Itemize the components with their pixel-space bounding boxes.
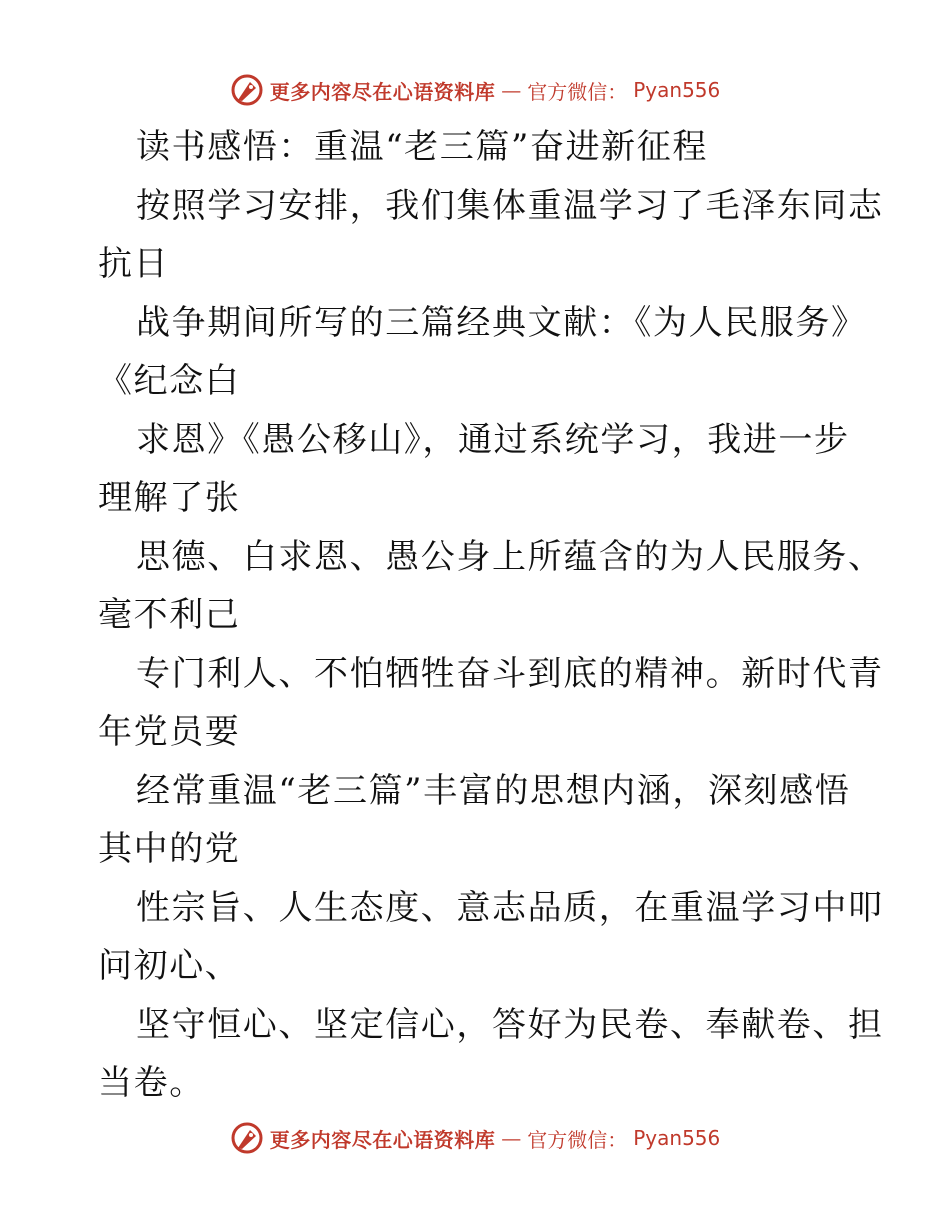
document-line: 《纪念白 bbox=[98, 361, 241, 401]
document-body bbox=[98, 118, 884, 1113]
document-line: 经常重温“老三篇”丰富的思想内涵，深刻感悟 bbox=[136, 770, 851, 811]
document-line: 按照学习安排，我们集体重温学习了毛泽东同志 bbox=[136, 185, 884, 226]
header-watermark bbox=[0, 70, 950, 110]
footer-watermark bbox=[0, 1118, 950, 1158]
watermark-wechat-id: Pyan556 bbox=[633, 78, 721, 102]
document-line: 年党员要 bbox=[98, 712, 241, 752]
pen-nib-logo-icon bbox=[230, 1121, 264, 1155]
watermark-dash: — bbox=[501, 1126, 522, 1150]
watermark-wechat-id: Pyan556 bbox=[633, 1126, 721, 1150]
document-line: 战争期间所写的三篇经典文献：《为人民服务》 bbox=[136, 302, 867, 343]
document-line: 其中的党 bbox=[98, 829, 241, 869]
document-line: 专门利人、不怕牺牲奋斗到底的精神。新时代青 bbox=[136, 653, 884, 694]
watermark-wechat-label: 官方微信： bbox=[527, 79, 628, 104]
document-line: 读书感悟：重温“老三篇”奋进新征程 bbox=[136, 127, 708, 167]
document-line: 问初心、 bbox=[98, 946, 241, 986]
watermark-wechat-label: 官方微信： bbox=[527, 1127, 628, 1152]
watermark-brand: 更多内容尽在心语资料库 bbox=[269, 79, 496, 104]
watermark-brand: 更多内容尽在心语资料库 bbox=[269, 1127, 496, 1152]
watermark-dash: — bbox=[501, 78, 522, 102]
document-line: 抗日 bbox=[98, 244, 170, 284]
document-line: 理解了张 bbox=[98, 478, 241, 518]
document-line: 思德、白求恩、愚公身上所蕴含的为人民服务、 bbox=[136, 536, 884, 577]
document-line: 性宗旨、人生态度、意志品质，在重温学习中叩 bbox=[136, 887, 884, 928]
document-line: 当卷。 bbox=[98, 1063, 205, 1103]
document-line: 求恩》《愚公移山》，通过系统学习，我进一步 bbox=[136, 419, 850, 460]
pen-nib-logo-icon bbox=[230, 73, 264, 107]
document-line: 毫不利己 bbox=[98, 595, 241, 635]
document-line: 坚守恒心、坚定信心，答好为民卷、奉献卷、担 bbox=[136, 1004, 884, 1045]
